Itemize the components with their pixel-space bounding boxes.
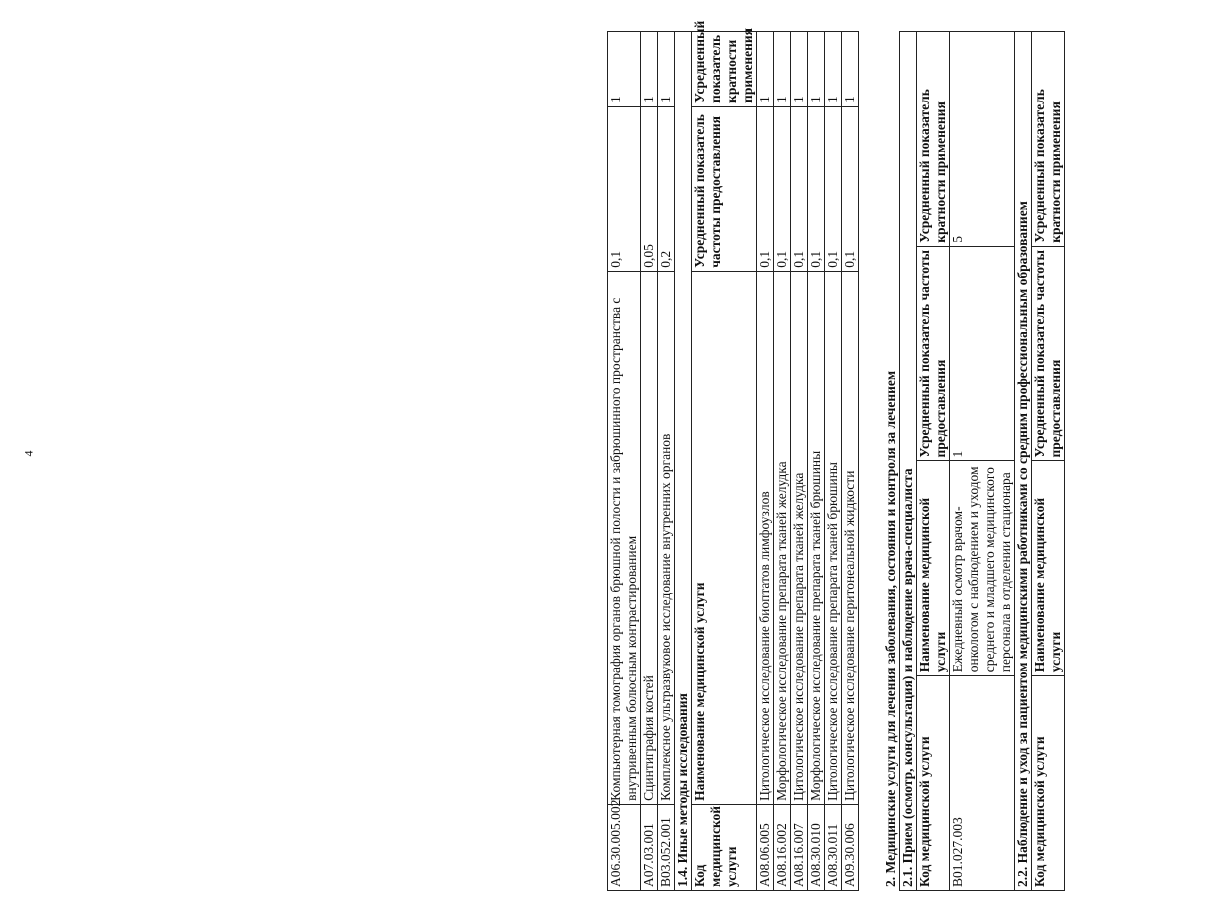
multiplicity-value: 1 <box>608 32 641 107</box>
service-name: Цитологическое исследование биоптатов лимфоузлов <box>757 271 774 804</box>
multiplicity-value: 1 <box>842 32 859 107</box>
header-multiplicity: Усредненный показатель кратности применения <box>1032 32 1065 247</box>
service-name: Комплексное ультразвуковое исследование внутренних органов <box>658 271 675 804</box>
service-code: A08.30.010 <box>808 804 825 890</box>
frequency-value: 0,1 <box>791 106 808 271</box>
section-title: 2. Медицинские услуги для лечения заболевания, состояния и контроля за лечением <box>883 370 898 887</box>
table-row <box>608 32 641 891</box>
frequency-value: 0,2 <box>658 106 675 271</box>
subsection-heading-row <box>1015 32 1032 891</box>
service-name: Морфологическое исследование препарата тканей брюшины <box>808 271 825 804</box>
table-row <box>950 32 1015 891</box>
header-name: Наименование медицинской услуги <box>917 461 950 676</box>
frequency-value: 0,1 <box>757 106 774 271</box>
table-row <box>641 32 658 891</box>
multiplicity-value: 1 <box>658 32 675 107</box>
header-code: Код медицинской услуги <box>1032 676 1065 891</box>
frequency-value: 0,1 <box>842 106 859 271</box>
service-name: Цитологическое исследование препарата тканей брюшины <box>825 271 842 804</box>
table-row <box>791 32 808 891</box>
header-multiplicity: Усредненный показатель кратности применения <box>692 32 757 107</box>
multiplicity-value: 1 <box>774 32 791 107</box>
header-code: Код медицинской услуги <box>692 804 757 890</box>
service-code: A08.16.002 <box>774 804 791 890</box>
service-code: A09.30.006 <box>842 804 859 890</box>
subsection-heading: 2.2. Наблюдение и уход за пациентом медицинскими работниками со средним профессиональным образованием <box>1015 32 1032 891</box>
column-header-row <box>917 32 950 891</box>
table-row <box>825 32 842 891</box>
frequency-value: 0,1 <box>608 106 641 271</box>
multiplicity-value: 5 <box>950 32 1015 247</box>
column-header-row <box>692 32 757 891</box>
table-row <box>774 32 791 891</box>
frequency-value: 0,1 <box>808 106 825 271</box>
service-name: Цитологическое исследование препарата тканей желудка <box>791 271 808 804</box>
header-code: Код медицинской услуги <box>917 676 950 891</box>
frequency-value: 0,1 <box>774 106 791 271</box>
column-header-row <box>1032 32 1065 891</box>
page-number: 4 <box>21 450 36 457</box>
header-frequency: Усредненный показатель частоты предоставления <box>917 246 950 461</box>
document-content <box>607 20 1065 891</box>
service-code: B03.052.001 <box>658 804 675 890</box>
service-name: Компьютерная томография органов брюшной полости и забрюшинного пространства с внутривенным болюсным контрастированием <box>608 271 641 804</box>
table-row <box>842 32 859 891</box>
header-frequency: Усредненный показатель частоты предоставления <box>692 106 757 271</box>
service-code: A06.30.005.002 <box>608 804 641 890</box>
table-row <box>808 32 825 891</box>
subsection-heading: 1.4. Иные методы исследования <box>675 32 692 891</box>
service-code: A08.30.011 <box>825 804 842 890</box>
subsection-heading: 2.1. Прием (осмотр, консультация) и наблюдение врача-специалиста <box>900 32 917 891</box>
frequency-value: 0,1 <box>825 106 842 271</box>
service-name: Морфологическое исследование препарата тканей желудка <box>774 271 791 804</box>
header-name: Наименование медицинской услуги <box>692 271 757 804</box>
rotated-page <box>607 21 1227 891</box>
header-frequency: Усредненный показатель частоты предоставления <box>1032 246 1065 461</box>
multiplicity-value: 1 <box>825 32 842 107</box>
header-multiplicity: Усредненный показатель кратности применения <box>917 32 950 247</box>
service-code: A07.03.001 <box>641 804 658 890</box>
service-name: Сцинтиграфия костей <box>641 271 658 804</box>
header-name: Наименование медицинской услуги <box>1032 461 1065 676</box>
spacer <box>859 31 869 891</box>
subsection-heading-row <box>675 32 692 891</box>
frequency-value: 1 <box>950 246 1015 461</box>
multiplicity-value: 1 <box>757 32 774 107</box>
service-code: A08.06.005 <box>757 804 774 890</box>
service-name: Ежедневный осмотр врачом-онкологом с наблюдением и уходом среднего и младшего медицинского персонала в отделении стационара <box>950 461 1015 676</box>
service-name: Цитологическое исследование перитонеальной жидкости <box>842 271 859 804</box>
service-code: A08.16.007 <box>791 804 808 890</box>
multiplicity-value: 1 <box>808 32 825 107</box>
table-row <box>757 32 774 891</box>
multiplicity-value: 1 <box>641 32 658 107</box>
table-row <box>658 32 675 891</box>
service-code: B01.027.003 <box>950 676 1015 891</box>
frequency-value: 0,05 <box>641 106 658 271</box>
multiplicity-value: 1 <box>791 32 808 107</box>
treatment-table <box>899 31 1065 891</box>
diagnostics-table <box>607 20 859 891</box>
subsection-heading-row <box>900 32 917 891</box>
